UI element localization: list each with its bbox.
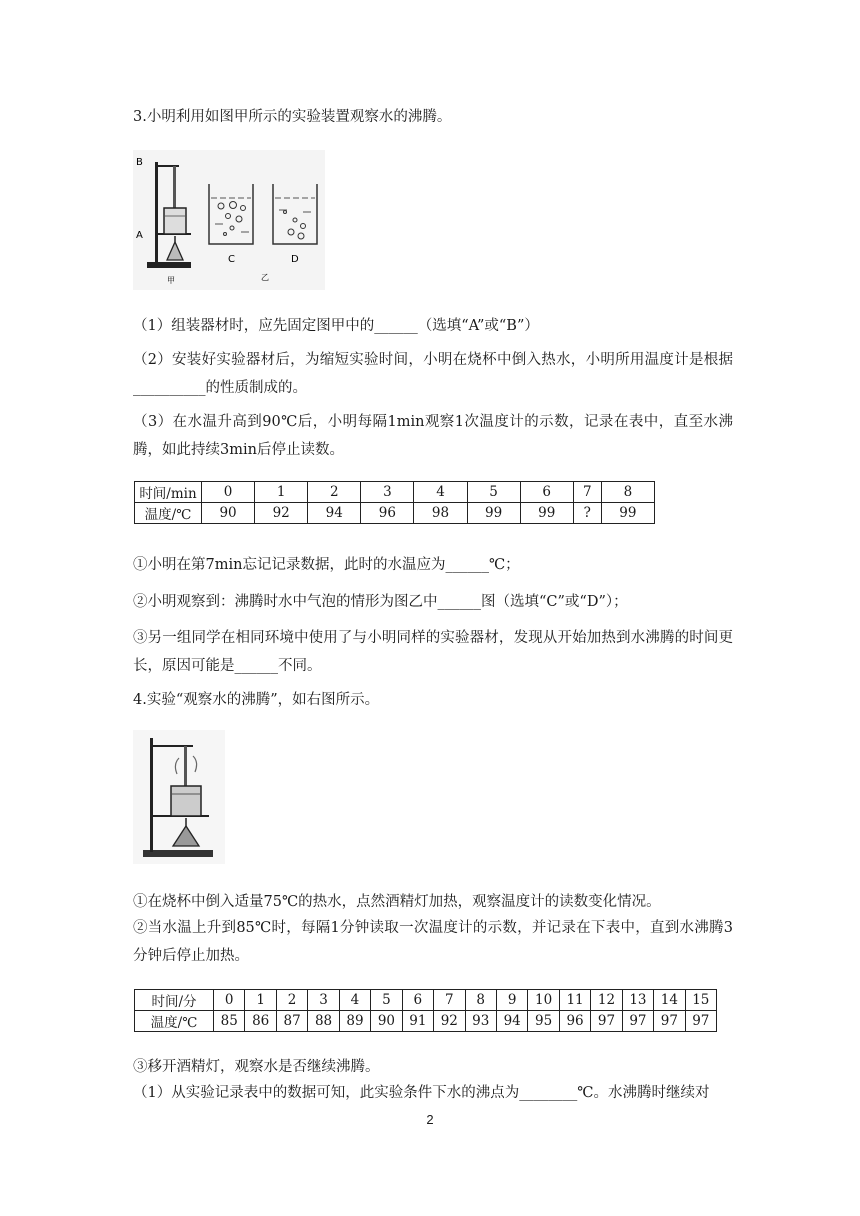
table-cell: 97 bbox=[654, 1011, 685, 1032]
table-cell: 9 bbox=[496, 990, 527, 1011]
q3-part2: （2）安装好实验器材后，为缩短实验时间，小明在烧杯中倒入热水，小明所用温度计是根据__________的性质制成的。 bbox=[133, 352, 733, 396]
table-cell: 92 bbox=[255, 503, 308, 524]
page-number: 2 bbox=[426, 1112, 434, 1127]
table-cell: 7 bbox=[573, 482, 601, 503]
q4-apparatus-figure bbox=[133, 730, 225, 864]
table-cell: 12 bbox=[591, 990, 622, 1011]
table-cell: 1 bbox=[255, 482, 308, 503]
table-cell: 87 bbox=[276, 1011, 307, 1032]
table-header-time: 时间/min bbox=[135, 482, 202, 503]
q3-sub1: ①小明在第7min忘记记录数据，此时的水温应为______℃； bbox=[133, 557, 520, 573]
q4-step1: ①在烧杯中倒入适量75℃的热水，点然酒精灯加热，观察温度计的读数变化情况。 bbox=[133, 894, 661, 910]
table-cell: 94 bbox=[496, 1011, 527, 1032]
q4-step3: ③移开酒精灯，观察水是否继续沸腾。 bbox=[133, 1059, 380, 1075]
label-D: D bbox=[291, 254, 299, 265]
table-cell: 10 bbox=[528, 990, 559, 1011]
table-cell: 93 bbox=[465, 1011, 496, 1032]
label-B: B bbox=[136, 157, 143, 168]
table-cell: 92 bbox=[434, 1011, 465, 1032]
table-cell: 8 bbox=[601, 482, 654, 503]
q3-part3: （3）在水温升高到90℃后，小明每隔1min观察1次温度计的示数，记录在表中，直至水沸腾，如此持续3min后停止读数。 bbox=[133, 414, 733, 458]
q4-step2: ②当水温上升到85℃时，每隔1分钟读取一次温度计的示数，并记录在下表中，直到水沸腾3分钟后停止加热。 bbox=[133, 920, 733, 964]
beaker bbox=[171, 786, 201, 816]
table-row bbox=[135, 990, 717, 1011]
table-cell: 88 bbox=[308, 1011, 339, 1032]
table-cell: 86 bbox=[245, 1011, 276, 1032]
table-cell: 99 bbox=[467, 503, 520, 524]
table-cell: 4 bbox=[339, 990, 370, 1011]
table-cell: 2 bbox=[308, 482, 361, 503]
q3-sub2: ②小明观察到：沸腾时水中气泡的情形为图乙中______图（选填“C”或“D”）； bbox=[133, 594, 628, 610]
table-cell: ? bbox=[573, 503, 601, 524]
table-cell: 98 bbox=[414, 503, 467, 524]
label-C: C bbox=[228, 254, 235, 265]
table-cell: 6 bbox=[520, 482, 573, 503]
table-cell: 97 bbox=[591, 1011, 622, 1032]
table-cell: 96 bbox=[559, 1011, 590, 1032]
table-cell: 5 bbox=[371, 990, 402, 1011]
table-cell: 95 bbox=[528, 1011, 559, 1032]
table-cell: 99 bbox=[520, 503, 573, 524]
table-header-temp: 温度/℃ bbox=[135, 503, 202, 524]
table-cell: 2 bbox=[276, 990, 307, 1011]
table-cell: 11 bbox=[559, 990, 590, 1011]
table-cell: 91 bbox=[402, 1011, 433, 1032]
beaker bbox=[164, 208, 186, 234]
table-cell: 90 bbox=[371, 1011, 402, 1032]
table-cell: 15 bbox=[685, 990, 716, 1011]
table-cell: 3 bbox=[308, 990, 339, 1011]
table-cell: 7 bbox=[434, 990, 465, 1011]
table-cell: 6 bbox=[402, 990, 433, 1011]
table-cell: 3 bbox=[361, 482, 414, 503]
stand-base bbox=[147, 262, 191, 268]
table-cell: 8 bbox=[465, 990, 496, 1011]
table-cell: 4 bbox=[414, 482, 467, 503]
table-cell: 0 bbox=[214, 990, 245, 1011]
table-cell: 85 bbox=[214, 1011, 245, 1032]
q3-apparatus-figure bbox=[133, 150, 325, 290]
q3-part1: （1）组装器材时，应先固定图甲中的______（选填“A”或“B”） bbox=[133, 318, 539, 334]
stand-rod bbox=[155, 162, 158, 264]
table-header-temp: 温度/℃ bbox=[135, 1011, 214, 1032]
table-cell: 14 bbox=[654, 990, 685, 1011]
table-cell: 0 bbox=[202, 482, 255, 503]
table-cell: 89 bbox=[339, 1011, 370, 1032]
table-cell: 99 bbox=[601, 503, 654, 524]
table-cell: 1 bbox=[245, 990, 276, 1011]
q3-data-table bbox=[134, 481, 655, 524]
table-cell: 97 bbox=[622, 1011, 653, 1032]
table-row bbox=[135, 482, 655, 503]
table-cell: 97 bbox=[685, 1011, 716, 1032]
table-cell: 94 bbox=[308, 503, 361, 524]
label-jia: 甲 bbox=[167, 276, 175, 285]
stand-base bbox=[143, 850, 213, 857]
q4-title: 4.实验“观察水的沸腾”，如右图所示。 bbox=[133, 692, 380, 708]
q4-part1: （1）从实验记录表中的数据可知，此实验条件下水的沸点为________℃。水沸腾时继续对 bbox=[133, 1085, 710, 1101]
table-row bbox=[135, 503, 655, 524]
table-cell: 13 bbox=[622, 990, 653, 1011]
table-cell: 96 bbox=[361, 503, 414, 524]
q3-title: 3.小明利用如图甲所示的实验装置观察水的沸腾。 bbox=[133, 109, 452, 125]
table-row bbox=[135, 1011, 717, 1032]
label-A: A bbox=[136, 230, 143, 241]
stand-rod bbox=[150, 738, 153, 852]
q3-sub3: ③另一组同学在相同环境中使用了与小明同样的实验器材，发现从开始加热到水沸腾的时间更长，原因可能是______不同。 bbox=[133, 630, 733, 674]
table-cell: 5 bbox=[467, 482, 520, 503]
table-header-time: 时间/分 bbox=[135, 990, 214, 1011]
label-yi: 乙 bbox=[261, 273, 269, 282]
q4-data-table bbox=[134, 989, 717, 1032]
table-cell: 90 bbox=[202, 503, 255, 524]
